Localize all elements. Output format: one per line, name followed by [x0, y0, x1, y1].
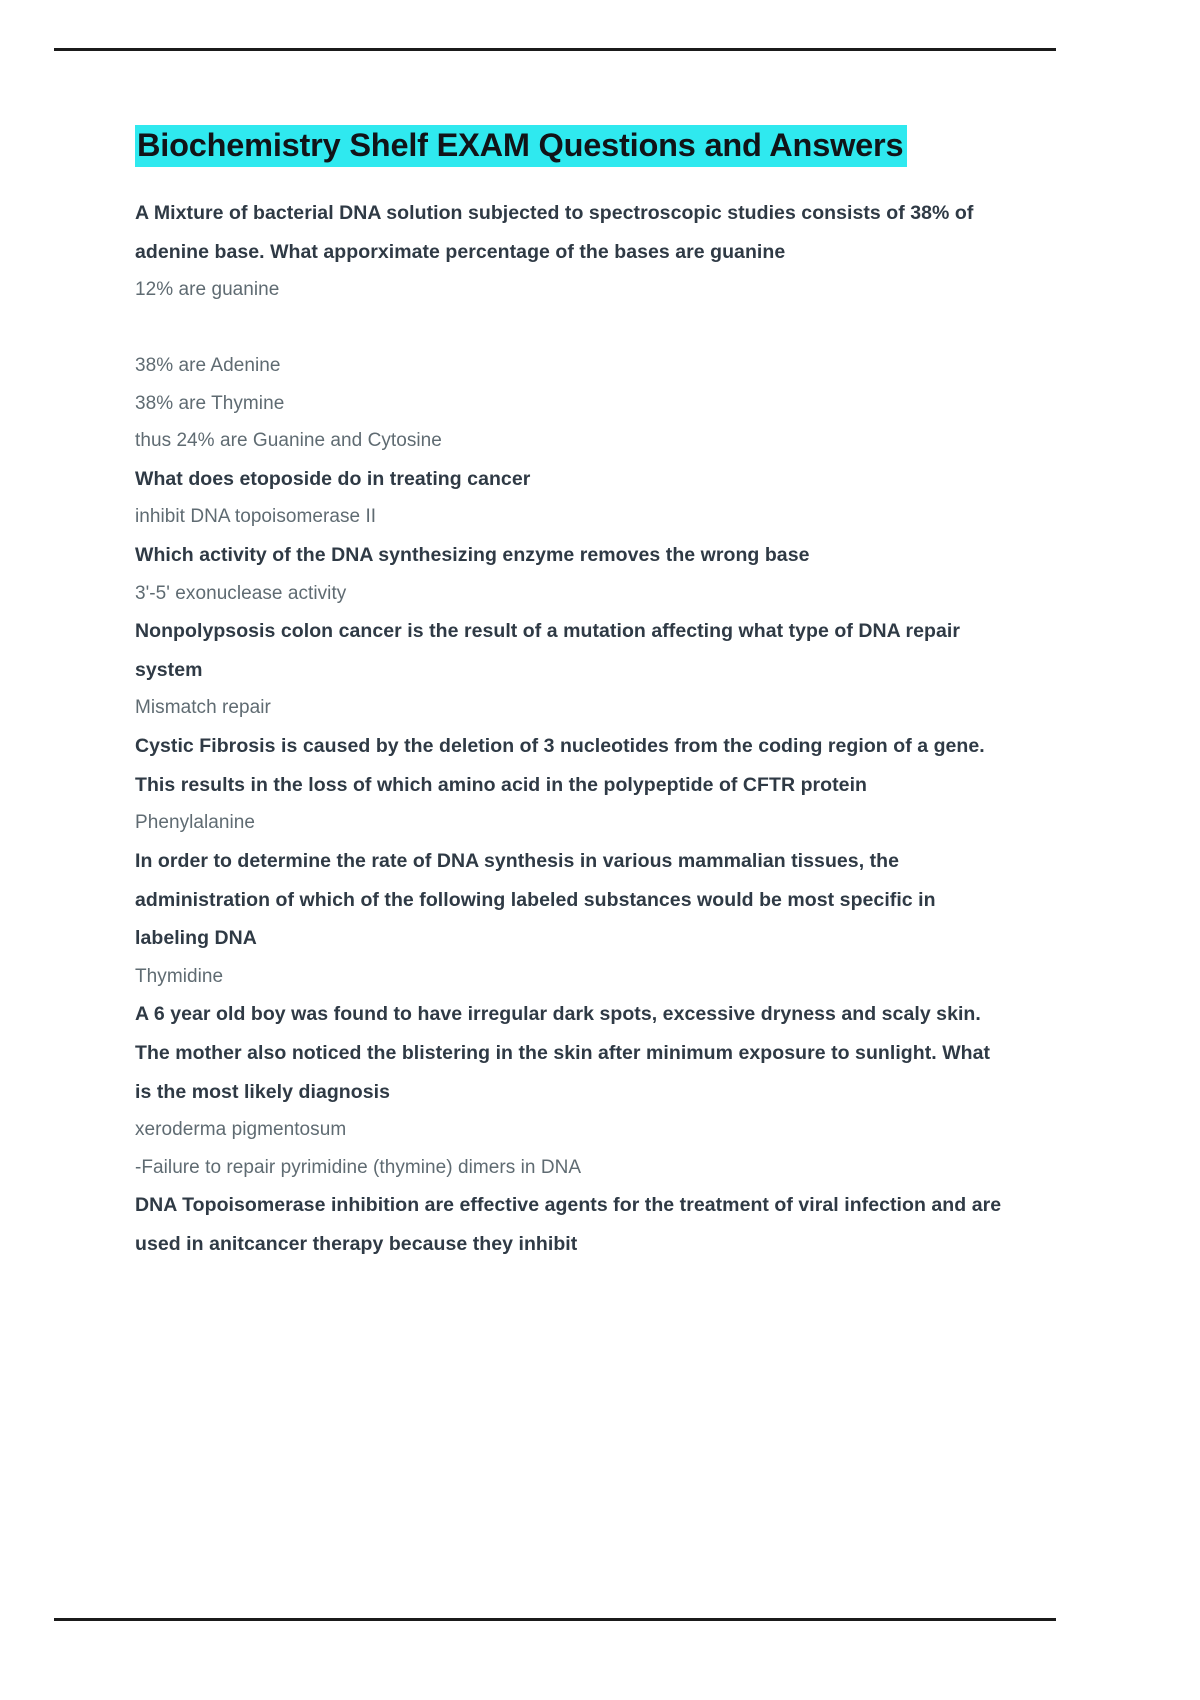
qa-list: [135, 194, 1015, 1263]
exam-question: In order to determine the rate of DNA synthesis in various mammalian tissues, the administration of which of the following labeled substances would be most specific in labeling DNA: [135, 849, 936, 950]
page-top-rule: [54, 48, 1056, 51]
exam-answer: inhibit DNA topoisomerase II: [135, 506, 377, 528]
exam-answer: thus 24% are Guanine and Cytosine: [135, 430, 442, 452]
exam-question: DNA Topoisomerase inhibition are effective agents for the treatment of viral infection and are used in anitcancer therapy because they inhibit: [135, 1194, 1002, 1255]
document-content: [135, 122, 1015, 1264]
exam-question: A 6 year old boy was found to have irregular dark spots, excessive dryness and scaly skin. The mother also noticed the blistering in the skin after minimum exposure to sunlight. What is the most likely diagnosis: [135, 1003, 991, 1103]
exam-answer: xeroderma pigmentosum: [135, 1119, 347, 1141]
exam-question: Which activity of the DNA synthesizing enzyme removes the wrong base: [135, 544, 810, 567]
exam-answer: Mismatch repair: [135, 697, 271, 719]
exam-answer: Thymidine: [135, 965, 224, 987]
exam-question: Cystic Fibrosis is caused by the deletion of 3 nucleotides from the coding region of a gene. This results in the loss of which amino acid in the polypeptide of CFTR protein: [135, 735, 985, 796]
exam-question: Nonpolypsosis colon cancer is the result of a mutation affecting what type of DNA repair system: [135, 620, 960, 681]
page-title-wrapper: [135, 122, 1015, 168]
page-title: Biochemistry Shelf EXAM Questions and Answers: [135, 125, 907, 167]
exam-question: A Mixture of bacterial DNA solution subjected to spectroscopic studies consists of 38% of adenine base. What apporximate percentage of the bases are guanine: [135, 202, 974, 263]
page-bottom-rule: [54, 1618, 1056, 1621]
exam-answer: 38% are Thymine: [135, 392, 285, 414]
exam-answer: 3'-5' exonuclease activity: [135, 582, 347, 604]
exam-answer: -Failure to repair pyrimidine (thymine) dimers in DNA: [135, 1156, 582, 1178]
exam-answer: Phenylalanine: [135, 812, 256, 834]
exam-question: What does etoposide do in treating cancer: [135, 467, 531, 490]
exam-answer: 38% are Adenine: [135, 354, 281, 376]
paragraph-spacer: [135, 309, 1015, 347]
exam-answer: 12% are guanine: [135, 279, 280, 301]
